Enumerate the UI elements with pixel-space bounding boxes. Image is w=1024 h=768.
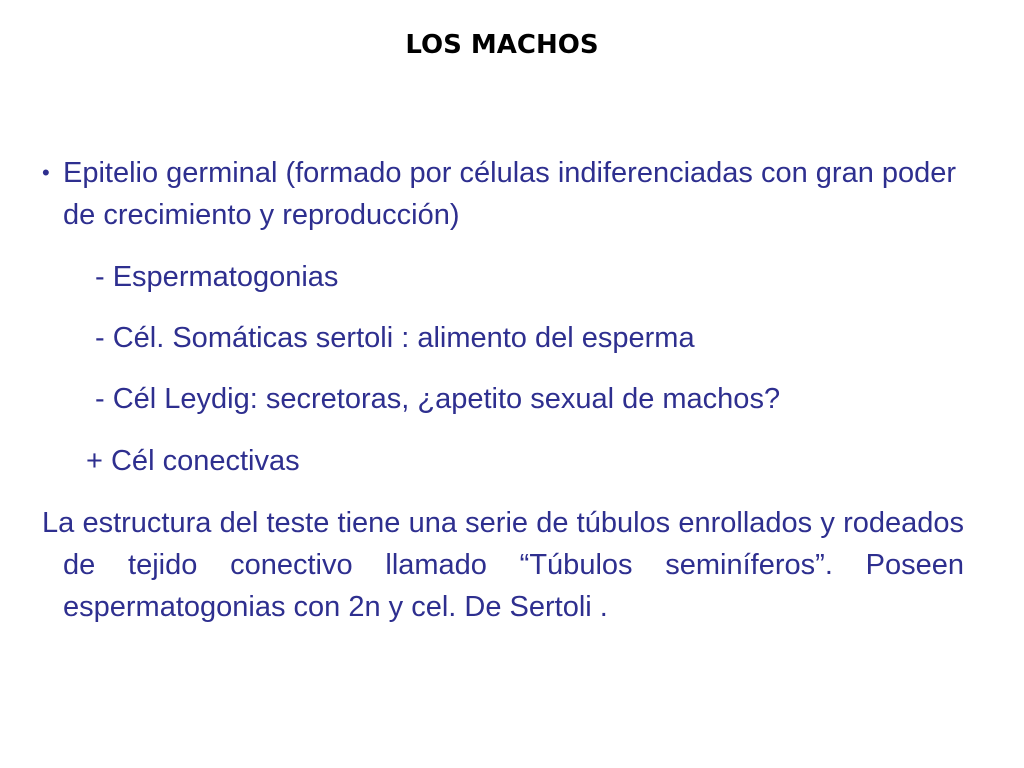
sub-item-leydig: - Cél Leydig: secretoras, ¿apetito sexual de machos? <box>95 383 781 415</box>
bullet-marker: • <box>42 160 50 185</box>
sub-item-espermatogonias: - Espermatogonias <box>95 261 339 293</box>
slide-title: LOS MACHOS <box>405 30 599 60</box>
body-paragraph: La estructura del teste tiene una serie de túbulos enrollados y rodeados de tejido conectivo llamado “Túbulos seminíferos”. Poseen espermatogonias con 2n y cel. De Sertoli . <box>42 507 964 623</box>
bullet-text: Epitelio germinal (formado por células indiferenciadas con gran poder de crecimiento y reproducción) <box>63 157 957 231</box>
sub-item-sertoli: - Cél. Somáticas sertoli : alimento del esperma <box>95 322 695 354</box>
sub-item-conectivas: + Cél conectivas <box>86 445 300 477</box>
bullet-row <box>42 152 962 236</box>
bullet-point <box>42 152 962 236</box>
